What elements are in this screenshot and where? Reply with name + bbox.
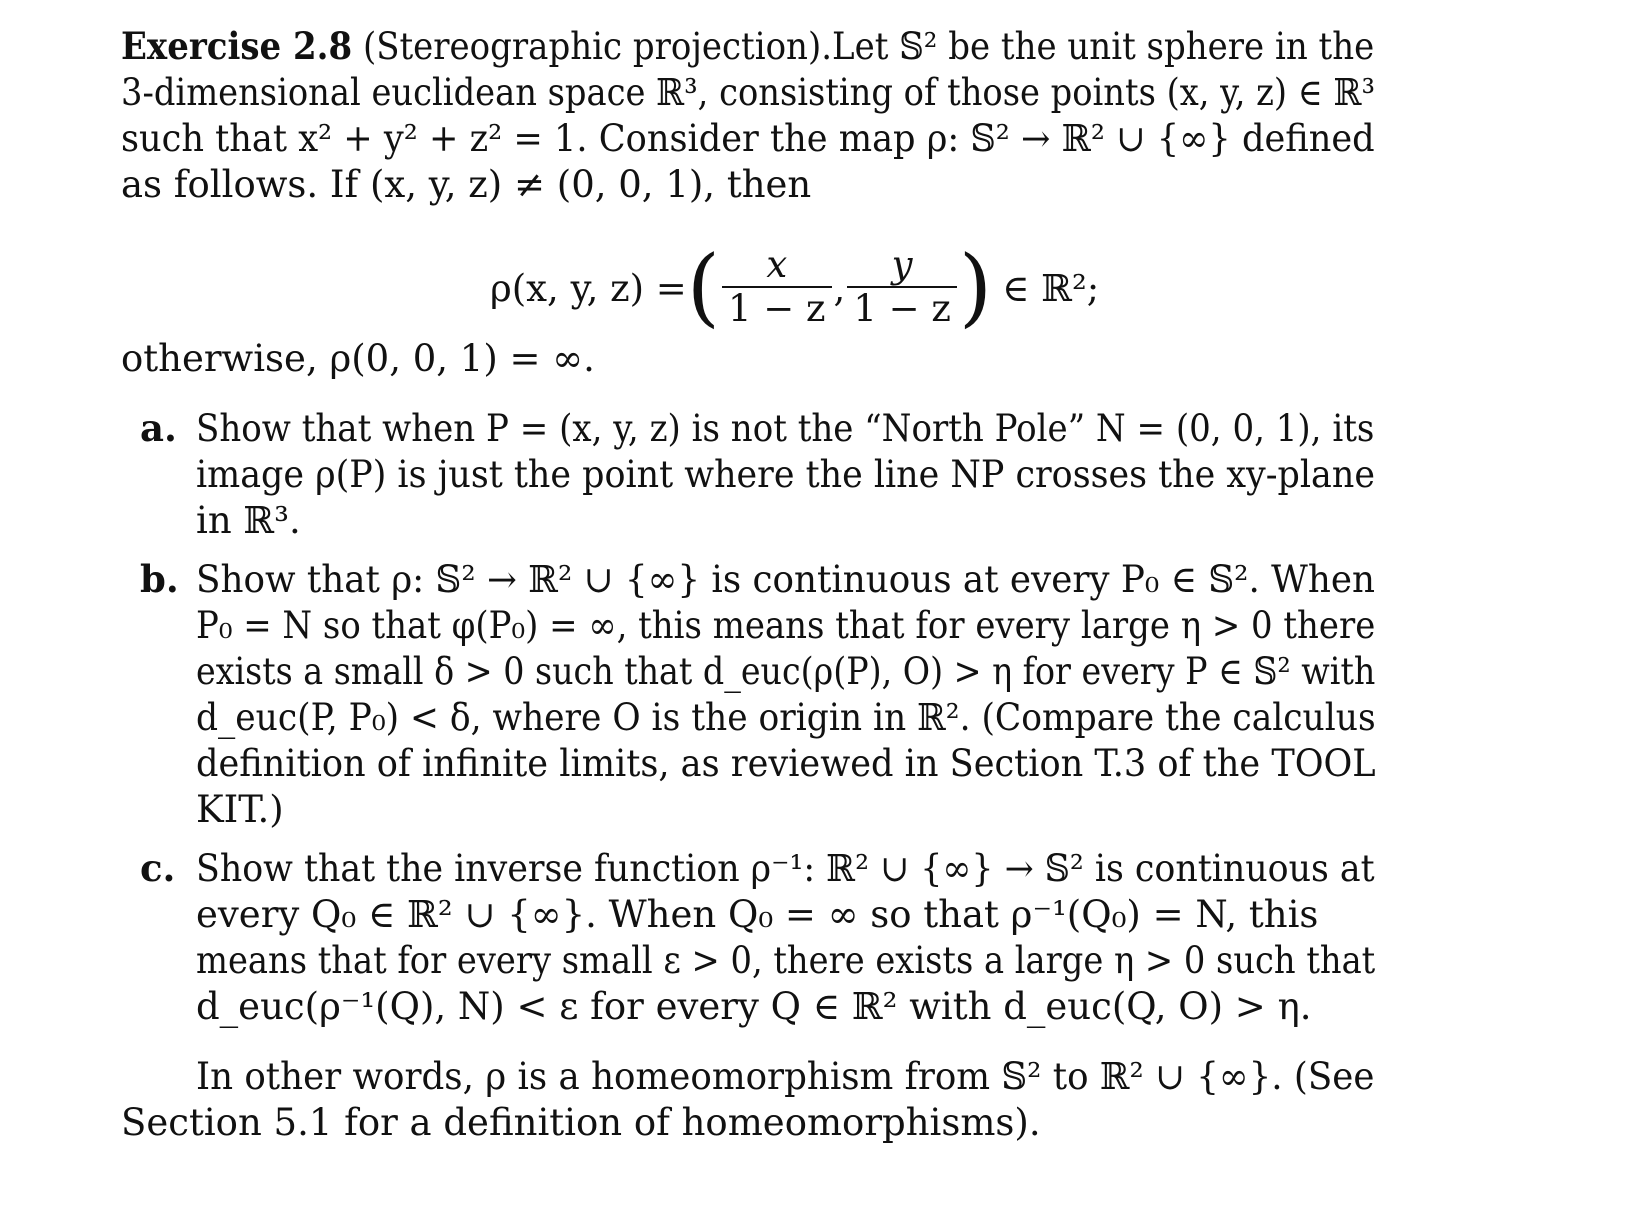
intro-text-3: such that x² + y² + z² = 1. Consider the map ρ: 𝕊² → ℝ² ∪ {∞} defined: [121, 117, 1375, 160]
equation-rhs: ∈ ℝ²;: [1002, 266, 1100, 310]
fraction-y: [847, 245, 957, 330]
exercise-title: (Stereographic projection).: [362, 25, 833, 68]
item-c-line-2: [196, 893, 1375, 936]
item-c-line-3: [196, 939, 1376, 982]
item-b-text-5: definition of infinite limits, as reviewed in Section T.3 of the TOOL: [196, 742, 1376, 785]
intro-line-1: [121, 24, 1375, 68]
otherwise-text: otherwise, ρ(0, 0, 1) = ∞.: [121, 337, 595, 380]
item-c-line-4: [196, 985, 1312, 1028]
item-c-text-2: every Q₀ ∈ ℝ² ∪ {∞}. When Q₀ = ∞ so that ρ⁻¹(Q₀) = N, this: [196, 893, 1319, 936]
fraction-y-denominator: 1 − z: [847, 286, 957, 331]
item-a-label: a.: [140, 406, 177, 450]
equation-comma: ,: [833, 266, 846, 310]
display-equation: [490, 238, 1099, 338]
item-c-text-1: Show that the inverse function ρ⁻¹: ℝ² ∪ {∞} → 𝕊² is continuous at: [196, 847, 1375, 890]
fraction-x-numerator: x: [766, 243, 788, 287]
intro-line-2: [121, 71, 1375, 114]
item-c-label: c.: [140, 846, 176, 890]
item-b-text-4: d_euc(P, P₀) < δ, where O is the origin in ℝ². (Compare the calculus: [196, 696, 1376, 739]
item-b-label: b.: [140, 557, 179, 601]
exercise-label: Exercise 2.8: [121, 24, 353, 68]
item-c-line-1: [196, 847, 1375, 890]
closing-text-1: In other words, ρ is a homeomorphism from 𝕊² to ℝ² ∪ {∞}. (See: [196, 1055, 1375, 1098]
item-a-line-3: [196, 499, 301, 542]
item-b-text-1: Show that ρ: 𝕊² → ℝ² ∪ {∞} is continuous at every P₀ ∈ 𝕊². When: [196, 558, 1376, 601]
item-a-text-1: Show that when P = (x, y, z) is not the “North Pole” N = (0, 0, 1), its: [196, 407, 1375, 450]
intro-text-1: Let 𝕊² be the unit sphere in the: [832, 25, 1375, 68]
item-b-text-2: P₀ = N so that φ(P₀) = ∞, this means that for every large η > 0 there: [196, 604, 1376, 647]
item-c-text-3: means that for every small ε > 0, there exists a large η > 0 such that: [196, 939, 1376, 982]
fraction-x-denominator: 1 − z: [722, 286, 832, 331]
otherwise-line: [121, 337, 595, 380]
item-c-text-4: d_euc(ρ⁻¹(Q), N) < ε for every Q ∈ ℝ² with d_euc(Q, O) > η.: [196, 985, 1312, 1028]
item-a-text-3: in ℝ³.: [196, 499, 301, 542]
equation-lhs: ρ(x, y, z) =: [490, 266, 687, 310]
fraction-x: [722, 245, 832, 330]
intro-text-4: as follows. If (x, y, z) ≠ (0, 0, 1), then: [121, 163, 812, 206]
closing-line-2: [121, 1101, 1041, 1144]
intro-line-3: [121, 117, 1375, 160]
item-b-text-6: KIT.): [196, 788, 284, 831]
closing-line-1: [196, 1055, 1375, 1098]
closing-text-2: Section 5.1 for a definition of homeomorphisms).: [121, 1101, 1041, 1144]
item-a-text-2: image ρ(P) is just the point where the line NP crosses the xy-plane: [196, 453, 1375, 496]
item-b-line-5: [196, 742, 1376, 785]
fraction-y-numerator: y: [891, 243, 913, 287]
item-b-text-3: exists a small δ > 0 such that d_euc(ρ(P), O) > η for every P ∈ 𝕊² with: [196, 650, 1376, 693]
intro-text-2: 3-dimensional euclidean space ℝ³, consisting of those points (x, y, z) ∈ ℝ³: [121, 71, 1375, 114]
item-b-line-3: [196, 650, 1376, 693]
item-b-line-4: [196, 696, 1376, 739]
item-a-line-2: [196, 453, 1375, 496]
item-a-line-1: [196, 407, 1375, 450]
item-b-line-2: [196, 604, 1376, 647]
item-b-line-6: [196, 788, 284, 831]
right-paren: ): [958, 238, 993, 338]
intro-line-4: [121, 163, 812, 206]
left-paren: (: [686, 238, 720, 338]
item-b-line-1: [196, 558, 1376, 601]
